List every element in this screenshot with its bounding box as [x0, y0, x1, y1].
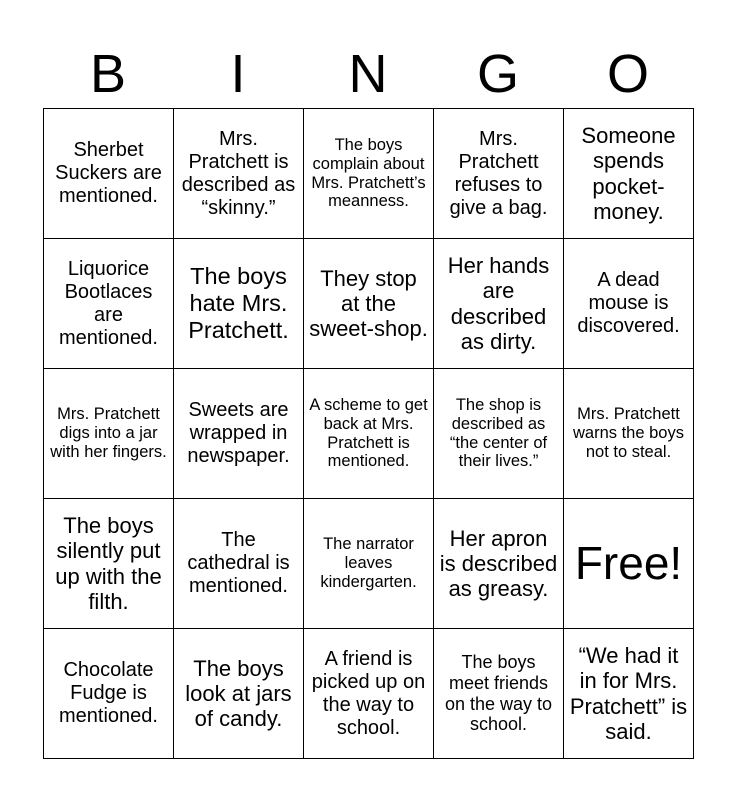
bingo-cell: A dead mouse is discovered. — [564, 239, 694, 369]
bingo-card — [43, 108, 694, 759]
free-space: Free! — [564, 499, 694, 629]
bingo-cell: Chocolate Fudge is mentioned. — [44, 629, 174, 759]
bingo-cell: Her apron is described as greasy. — [434, 499, 564, 629]
bingo-cell: Sherbet Suckers are mentioned. — [44, 109, 174, 239]
bingo-cell: Mrs. Pratchett is described as “skinny.” — [174, 109, 304, 239]
header-letter-n: N — [348, 44, 388, 104]
bingo-row — [44, 239, 694, 369]
bingo-cell: The shop is described as “the center of their lives.” — [434, 369, 564, 499]
bingo-cell: Sweets are wrapped in newspaper. — [174, 369, 304, 499]
bingo-cell: Her hands are described as dirty. — [434, 239, 564, 369]
bingo-cell: A friend is picked up on the way to school. — [304, 629, 434, 759]
header-letter-i: I — [230, 44, 246, 104]
bingo-cell: The boys hate Mrs. Pratchett. — [174, 239, 304, 369]
bingo-cell: The boys complain about Mrs. Pratchett’s meanness. — [304, 109, 434, 239]
bingo-row — [44, 499, 694, 629]
header-letter-g: G — [476, 44, 519, 104]
bingo-row — [44, 369, 694, 499]
bingo-cell: A scheme to get back at Mrs. Pratchett is mentioned. — [304, 369, 434, 499]
bingo-cell: The boys silently put up with the filth. — [44, 499, 174, 629]
bingo-cell: Liquorice Bootlaces are mentioned. — [44, 239, 174, 369]
bingo-row — [44, 109, 694, 239]
bingo-cell: Mrs. Pratchett digs into a jar with her fingers. — [44, 369, 174, 499]
header-letter-o: O — [606, 44, 649, 104]
bingo-cell: The narrator leaves kindergarten. — [304, 499, 434, 629]
header-letter-b: B — [89, 44, 127, 104]
bingo-cell: The boys meet friends on the way to school. — [434, 629, 564, 759]
bingo-cell: The boys look at jars of candy. — [174, 629, 304, 759]
bingo-cell: “We had it in for Mrs. Pratchett” is said. — [564, 629, 694, 759]
bingo-row — [44, 629, 694, 759]
bingo-cell: Someone spends pocket-money. — [564, 109, 694, 239]
bingo-cell: Mrs. Pratchett refuses to give a bag. — [434, 109, 564, 239]
bingo-cell: The cathedral is mentioned. — [174, 499, 304, 629]
bingo-cell: They stop at the sweet-shop. — [304, 239, 434, 369]
bingo-cell: Mrs. Pratchett warns the boys not to steal. — [564, 369, 694, 499]
bingo-header — [43, 40, 693, 108]
